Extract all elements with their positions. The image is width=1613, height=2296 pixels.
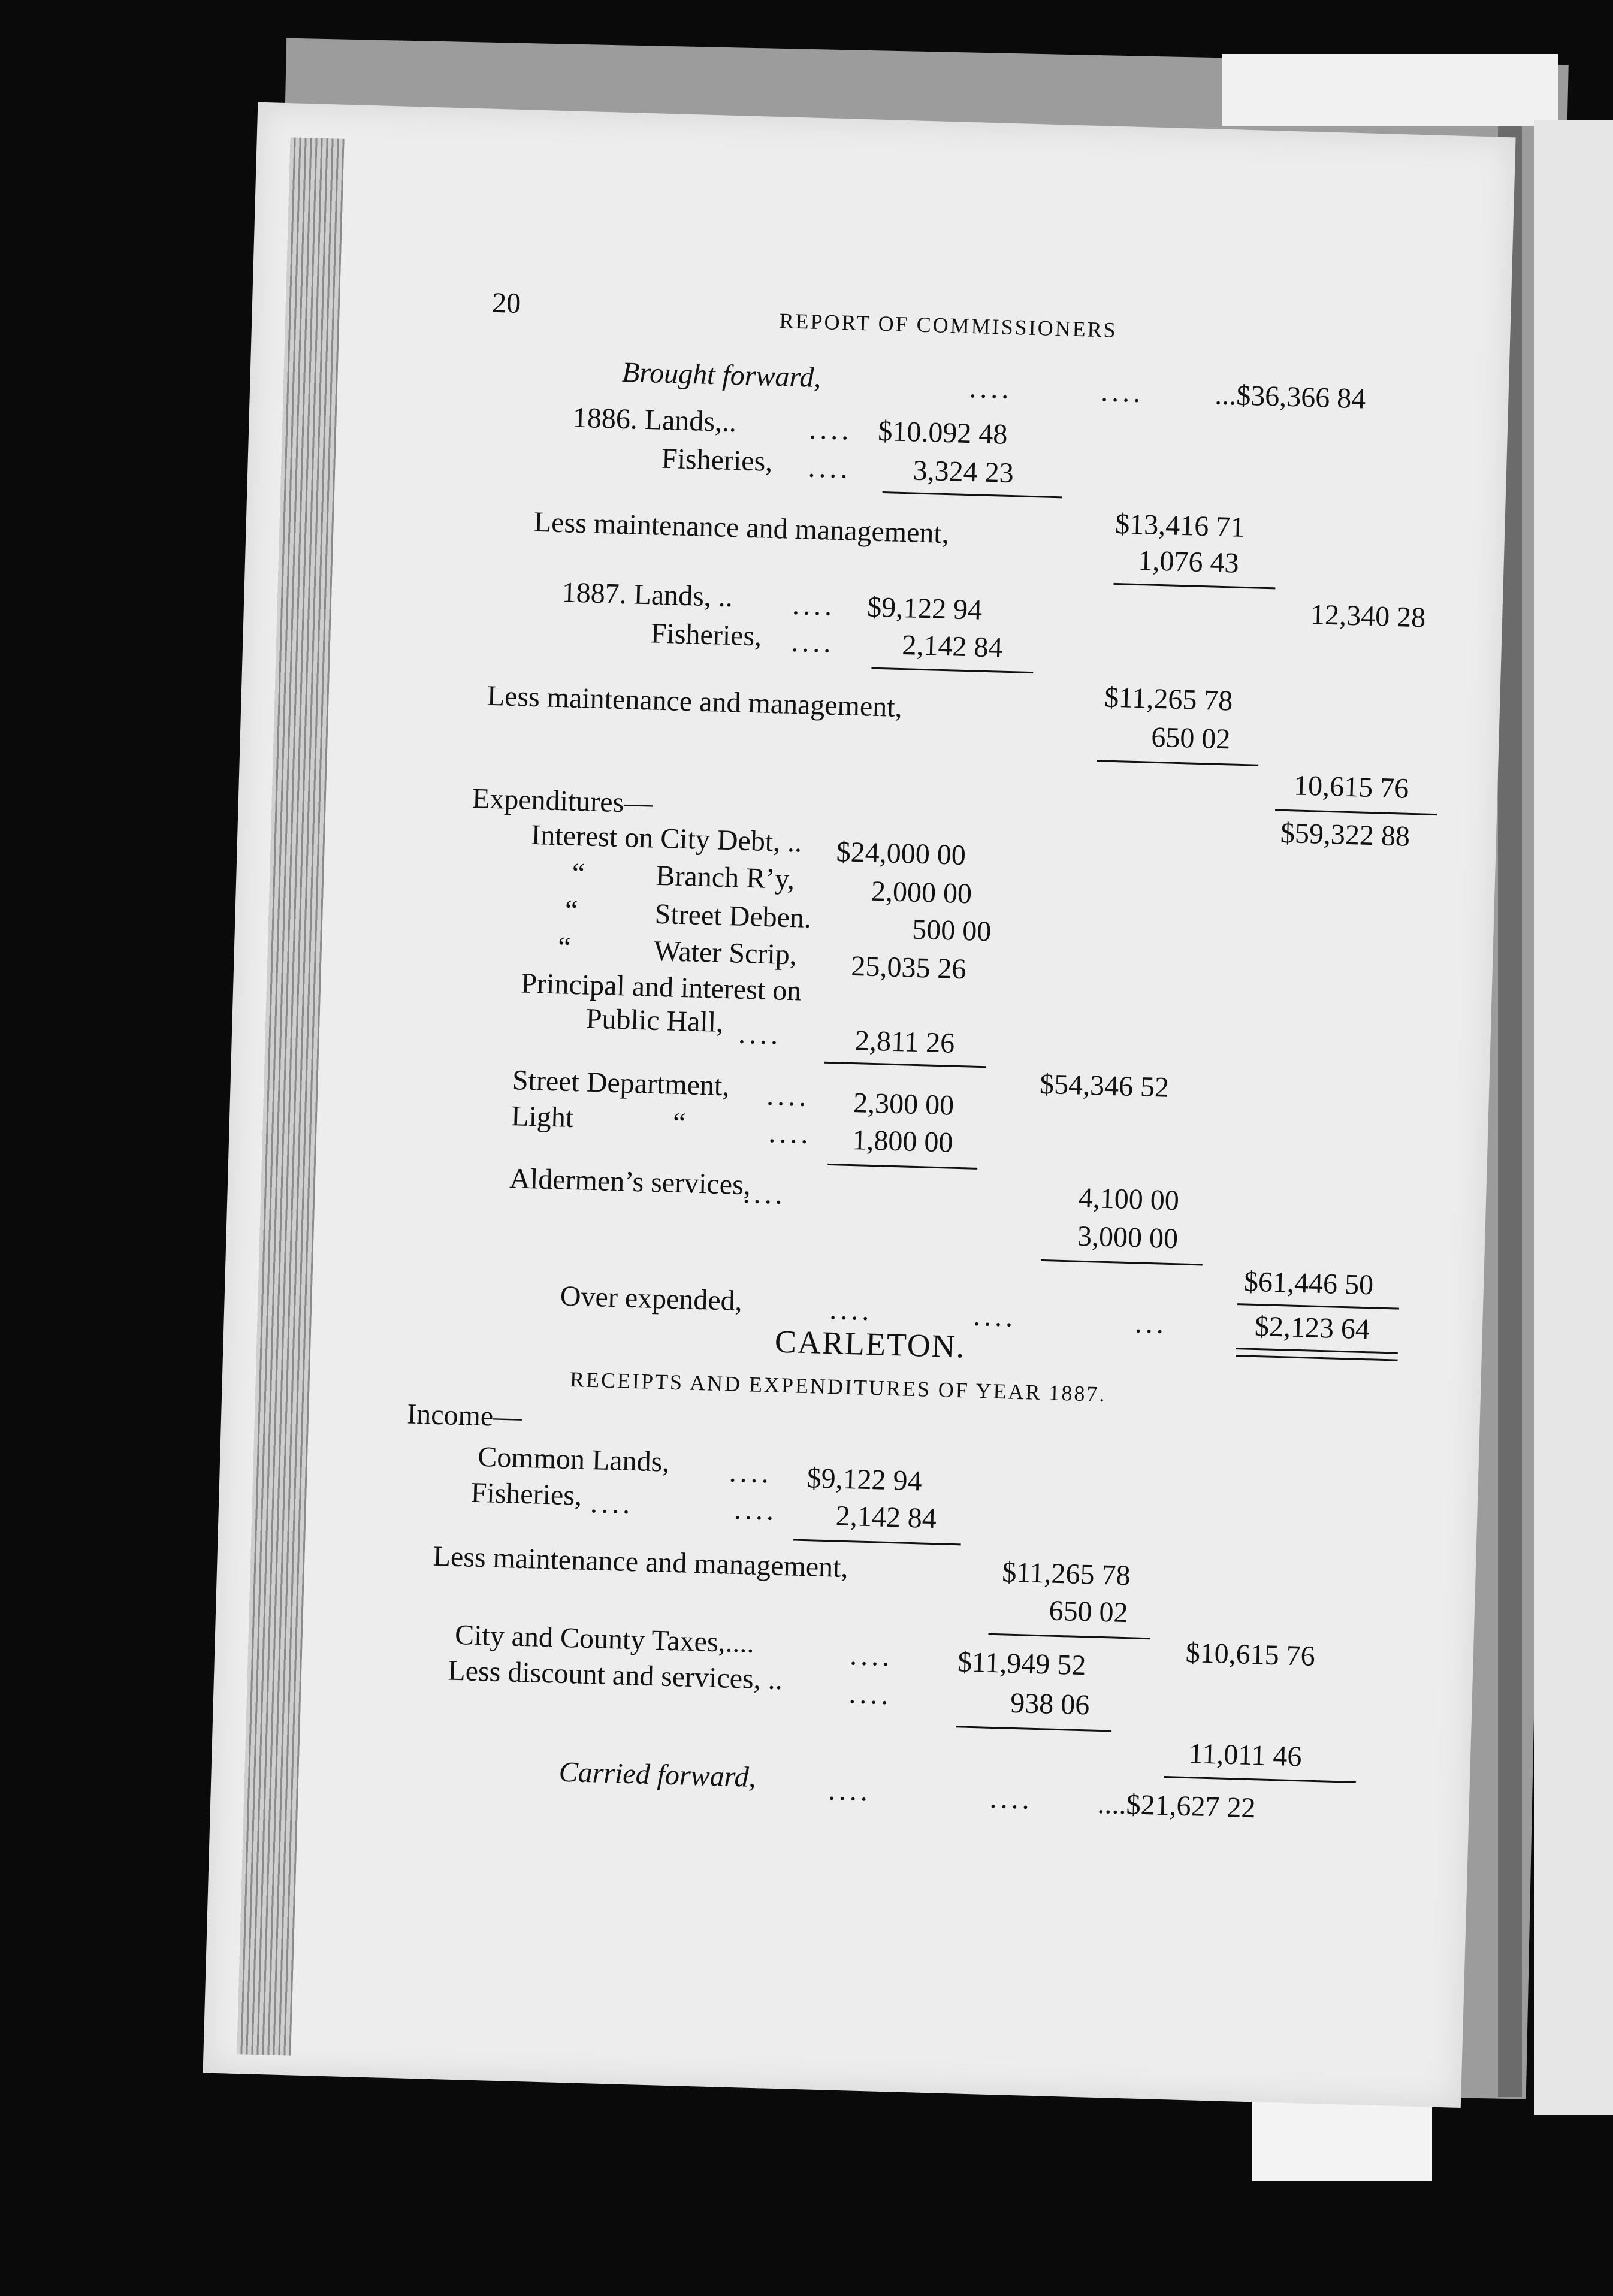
street-debentures-value: 500 00 xyxy=(911,913,992,948)
carleton-fisheries-value: 2,142 84 xyxy=(835,1500,937,1535)
dots: .... xyxy=(768,1117,812,1150)
carleton-lands-net: $10,615 76 xyxy=(1185,1636,1316,1672)
carleton-title: CARLETON. xyxy=(774,1323,966,1365)
branch-railway-label: Branch R’y, xyxy=(655,859,795,896)
brought-forward-label: Brought forward, xyxy=(621,356,822,394)
sum-rule xyxy=(883,491,1062,498)
ditto-mark: “ xyxy=(564,894,579,927)
year-1887-lands-label: 1887. Lands, .. xyxy=(561,576,733,614)
taxes-label: City and County Taxes,.... xyxy=(454,1618,755,1659)
sum-rule xyxy=(824,1062,986,1068)
light-value: 1,800 00 xyxy=(851,1124,954,1159)
sum-rule xyxy=(1113,583,1275,590)
common-lands-label: Common Lands, xyxy=(477,1440,670,1478)
brought-forward-total: ...$36,366 84 xyxy=(1214,379,1367,415)
sum-rule xyxy=(871,667,1033,674)
dots: .... xyxy=(849,1639,894,1673)
carried-forward-total: ....$21,627 22 xyxy=(1097,1787,1256,1824)
water-scrip-value: 25,035 26 xyxy=(850,950,967,986)
carleton-subtitle: RECEIPTS AND EXPENDITURES OF YEAR 1887. xyxy=(569,1367,1107,1407)
year-1886-net: 12,340 28 xyxy=(1310,599,1426,634)
aldermen-services-value: 3,000 00 xyxy=(1077,1220,1179,1255)
sum-rule xyxy=(1164,1776,1356,1783)
interest-subtotal: $54,346 52 xyxy=(1039,1068,1170,1104)
street-debentures-label: Street Deben. xyxy=(654,898,812,934)
year-1886-lands-value: $10.092 48 xyxy=(877,415,1008,451)
over-expended-label: Over expended, xyxy=(560,1280,743,1318)
dots: .... xyxy=(729,1456,773,1490)
document-page xyxy=(203,102,1516,2108)
expenditures-total: $61,446 50 xyxy=(1243,1265,1374,1301)
water-scrip-label: Water Scrip, xyxy=(653,935,798,971)
dots: .... xyxy=(790,626,835,659)
dots: .... xyxy=(808,451,852,485)
year-1886-fisheries-value: 3,324 23 xyxy=(912,454,1014,490)
carleton-less-value: 650 02 xyxy=(1048,1594,1129,1629)
ditto-mark: “ xyxy=(672,1107,687,1140)
carried-forward-label: Carried forward, xyxy=(558,1756,757,1793)
year-1887-less-value: 650 02 xyxy=(1150,721,1231,756)
income-heading: Income— xyxy=(406,1398,522,1433)
year-1887-subtotal: $11,265 78 xyxy=(1104,681,1234,717)
dots: .... xyxy=(972,1300,1017,1333)
carleton-less-label: Less maintenance and management, xyxy=(433,1540,849,1584)
ditto-mark: “ xyxy=(557,931,572,963)
dots: .... xyxy=(827,1774,872,1808)
departments-subtotal: 4,100 00 xyxy=(1078,1182,1180,1217)
page-number: 20 xyxy=(491,286,521,320)
dots: ... xyxy=(1134,1307,1168,1340)
dots: .... xyxy=(989,1782,1034,1815)
over-expended-value: $2,123 64 xyxy=(1254,1310,1370,1346)
sum-rule xyxy=(1041,1259,1203,1266)
taxes-net: 11,011 46 xyxy=(1188,1738,1303,1773)
year-1887-net: 10,615 76 xyxy=(1293,769,1409,805)
carleton-subtotal: $11,265 78 xyxy=(1001,1556,1131,1592)
dots: .... xyxy=(738,1017,783,1051)
sum-rule xyxy=(988,1633,1150,1640)
paper-strip-top xyxy=(1222,54,1558,126)
running-title: REPORT OF COMMISSIONERS xyxy=(779,309,1118,342)
aldermen-services-label: Aldermen’s services, xyxy=(509,1162,751,1201)
common-lands-value: $9,122 94 xyxy=(806,1462,923,1497)
year-1886-lands-label: 1886. Lands,.. xyxy=(572,401,737,439)
sum-rule xyxy=(1237,1303,1399,1310)
year-1887-fisheries-label: Fisheries, xyxy=(650,617,762,652)
dots: .... xyxy=(848,1678,893,1711)
year-1886-less-label: Less maintenance and management, xyxy=(533,506,950,550)
sum-rule xyxy=(793,1539,961,1546)
sum-rule xyxy=(956,1726,1111,1732)
interest-city-debt-label: Interest on City Debt, .. xyxy=(530,818,802,859)
sum-rule xyxy=(1097,760,1258,766)
public-hall-label: Public Hall, xyxy=(585,1002,724,1038)
year-1887-less-label: Less maintenance and management, xyxy=(487,679,903,724)
double-rule xyxy=(1236,1348,1398,1354)
year-1887-lands-value: $9,122 94 xyxy=(866,591,983,626)
light-label: Light xyxy=(511,1100,575,1134)
dots: .... xyxy=(733,1493,778,1527)
dots: .... xyxy=(590,1487,635,1521)
double-rule xyxy=(1236,1355,1398,1361)
carleton-fisheries-label: Fisheries, xyxy=(470,1476,582,1512)
dots: .... xyxy=(766,1080,811,1113)
street-department-value: 2,300 00 xyxy=(853,1087,954,1122)
sum-rule xyxy=(1275,809,1437,816)
dots: .... xyxy=(968,372,1013,406)
expenditures-heading: Expenditures— xyxy=(472,783,653,820)
principal-interest-label: Principal and interest on xyxy=(520,967,802,1007)
taxes-value: $11,949 52 xyxy=(957,1646,1087,1682)
interest-city-debt-value: $24,000 00 xyxy=(836,836,966,872)
dots: .... xyxy=(808,413,853,446)
public-hall-value: 2,811 26 xyxy=(854,1025,955,1059)
discount-value: 938 06 xyxy=(1010,1687,1090,1721)
dots: .... xyxy=(792,588,836,622)
dots: .... xyxy=(829,1294,874,1327)
year-1886-subtotal: $13,416 71 xyxy=(1114,507,1245,543)
dots: .... xyxy=(1100,376,1145,409)
facing-page-edge xyxy=(1534,120,1613,2115)
year-1886-less-value: 1,076 43 xyxy=(1137,545,1240,579)
branch-railway-value: 2,000 00 xyxy=(871,875,972,910)
dots: .... xyxy=(742,1177,787,1210)
ditto-mark: “ xyxy=(571,857,585,890)
total-receipts: $59,322 88 xyxy=(1280,817,1410,853)
sum-rule xyxy=(827,1164,977,1170)
discount-label: Less discount and services, .. xyxy=(447,1654,783,1696)
year-1886-fisheries-label: Fisheries, xyxy=(661,442,774,478)
year-1887-fisheries-value: 2,142 84 xyxy=(901,629,1004,664)
street-department-label: Street Department, xyxy=(512,1064,730,1102)
